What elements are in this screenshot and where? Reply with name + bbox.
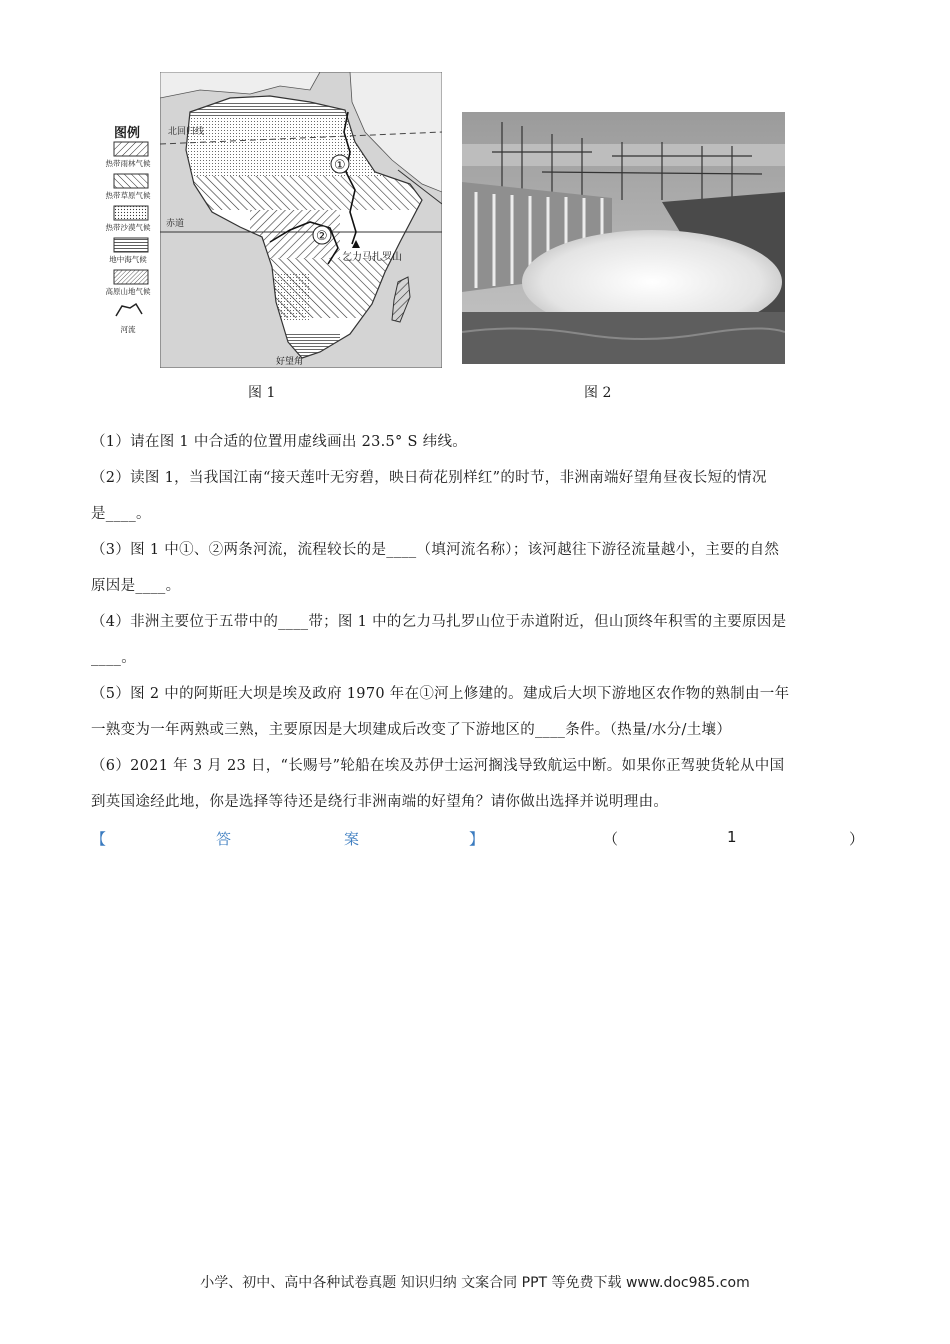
legend-label: 河流: [120, 325, 136, 334]
river2-marker: ②: [316, 229, 328, 244]
legend-swatch-rainforest: [114, 142, 148, 156]
legend-swatch-mediterranean: [114, 238, 148, 252]
legend-label: 高原山地气候: [105, 287, 151, 296]
answer-number: 1: [727, 828, 737, 846]
question-5: [91, 676, 865, 748]
legend-label: 热带沙漠气候: [105, 223, 151, 232]
answer-open-bracket: 【: [91, 830, 107, 848]
question-3: [91, 532, 865, 604]
legend-swatch-savanna: [114, 174, 148, 188]
question-2-line1: （2）读图 1，当我国江南“接天莲叶无穷碧，映日荷花别样红”的时节，非洲南端好望角昼夜长短的情况: [91, 470, 767, 486]
legend-label: 热带草原气候: [105, 191, 151, 200]
legend-label: 热带雨林气候: [105, 159, 151, 168]
cape-label: 好望角: [276, 357, 304, 367]
question-6-line1: （6）2021 年 3 月 23 日，“长赐号”轮船在埃及苏伊士运河搁浅导致航运中断。如果你正驾驶货轮从中国: [91, 758, 785, 774]
question-1-line1: （1）请在图 1 中合适的位置用虚线画出 23.5° S 纬线。: [91, 434, 468, 450]
question-2: [91, 460, 865, 532]
river1-marker: ①: [334, 158, 346, 173]
question-1: [91, 424, 865, 460]
question-4-line1: （4）非洲主要位于五带中的____带；图 1 中的乞力马扎罗山位于赤道附近，但山顶终年积雪的主要原因是: [91, 614, 787, 630]
answer-char-2: 案: [344, 830, 360, 848]
legend-swatch-river: [116, 304, 142, 316]
question-2-line2: 是____。: [91, 506, 151, 522]
map-legend: [96, 118, 160, 368]
legend-swatch-desert: [114, 206, 148, 220]
question-6: [91, 748, 865, 820]
equator-label: 赤道: [166, 219, 185, 229]
mountain-label: 乞力马扎罗山: [342, 252, 402, 263]
tropic-label: 北回归线: [168, 127, 205, 137]
question-6-line2: 到英国途经此地，你是选择等待还是绕行非洲南端的好望角？请你做出选择并说明理由。: [91, 794, 669, 810]
legend-label: 地中海气候: [109, 255, 147, 264]
answer-header: [91, 828, 865, 850]
figure2-caption: 图 2: [584, 385, 612, 401]
question-5-line1: （5）图 2 中的阿斯旺大坝是埃及政府 1970 年在①河上修建的。建成后大坝下游地区农作物的熟制由一年: [91, 686, 790, 702]
africa-climate-map: [160, 72, 442, 368]
answer-paren-open: （: [603, 830, 619, 848]
legend-title: 图例: [114, 126, 141, 141]
question-4-line2: ____。: [91, 650, 136, 666]
answer-close-bracket: 】: [469, 830, 485, 848]
answer-char-1: 答: [216, 830, 232, 848]
question-3-line2: 原因是____。: [91, 578, 181, 594]
figure1-caption: 图 1: [248, 385, 276, 401]
legend-swatch-highland: [114, 270, 148, 284]
page-footer: 小学、初中、高中各种试卷真题 知识归纳 文案合同 PPT 等免费下载 www.doc985.com: [200, 1275, 750, 1291]
question-4: [91, 604, 865, 676]
question-3-line1: （3）图 1 中①、②两条河流，流程较长的是____（填河流名称）；该河越往下游径流量越小，主要的自然: [91, 542, 780, 558]
question-5-line2: 一熟变为一年两熟或三熟，主要原因是大坝建成后改变了下游地区的____条件。（热量/水分/土壤）: [91, 722, 732, 738]
answer-paren-close: ）: [849, 830, 865, 848]
aswan-dam-photo: [462, 112, 785, 364]
